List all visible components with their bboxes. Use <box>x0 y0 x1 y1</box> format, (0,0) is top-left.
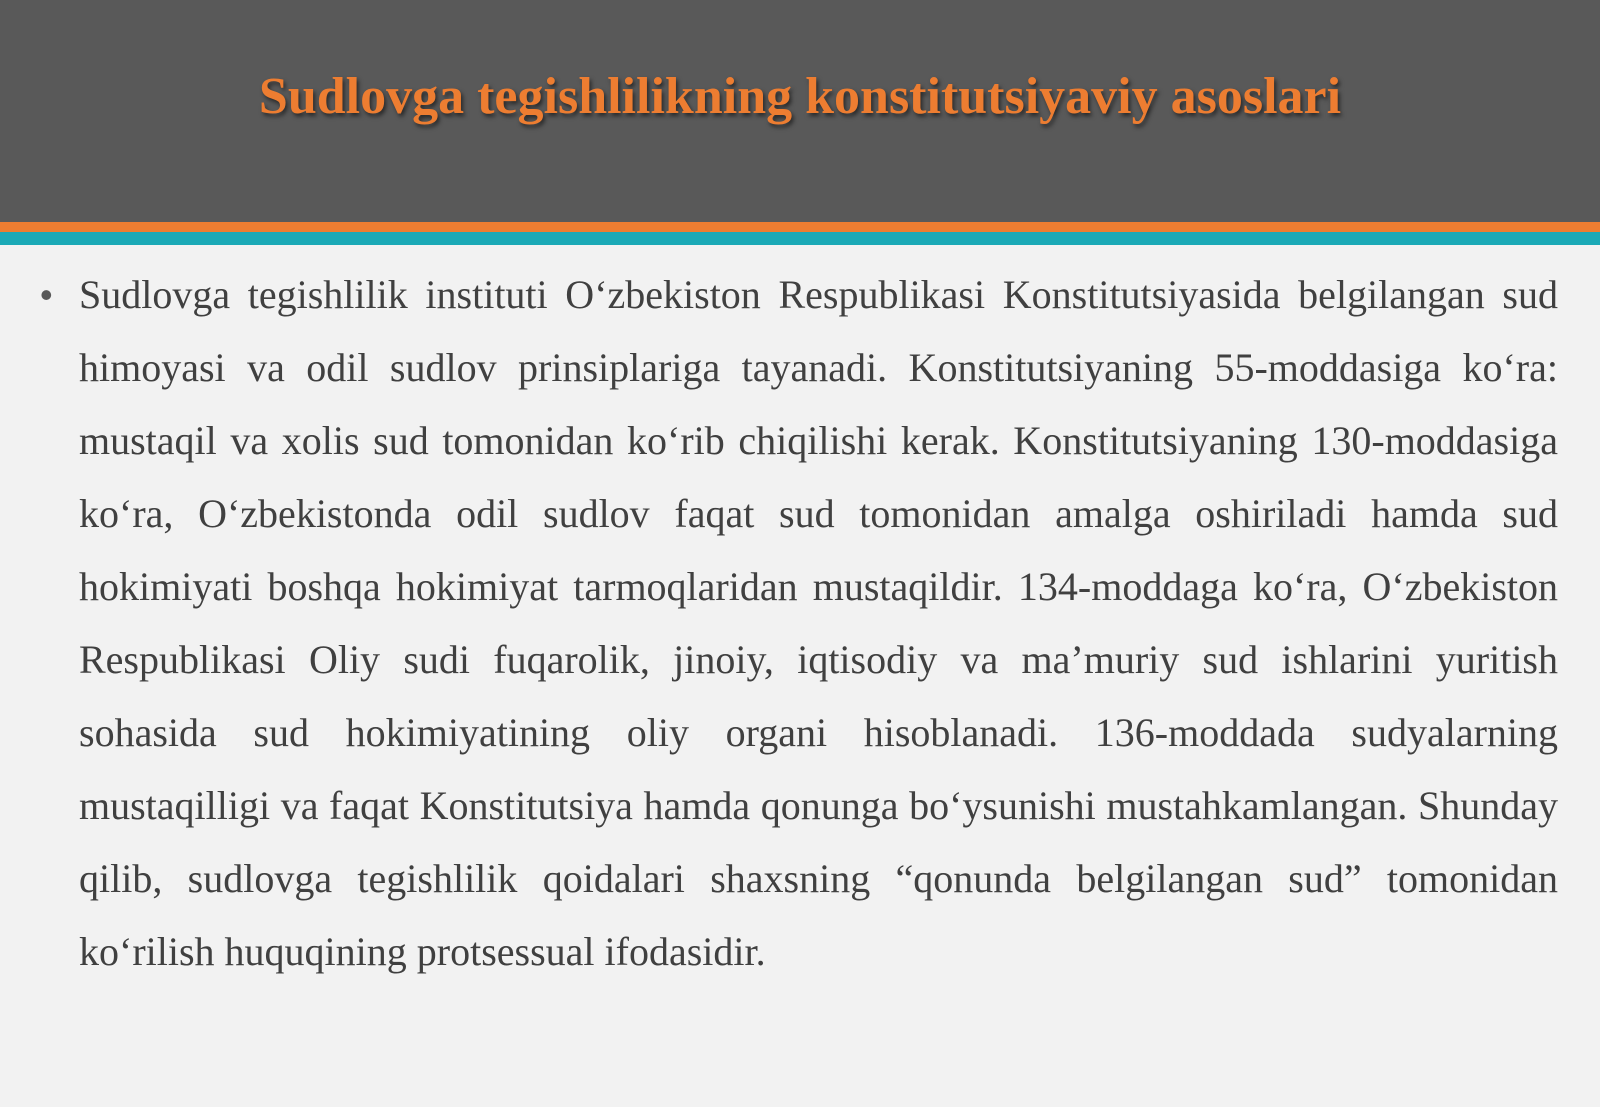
slide-title: Sudlovga tegishlilikning konstitutsiyaviy asoslari <box>258 68 1342 125</box>
bullet-text: Sudlovga tegishlilik instituti O‘zbekiston Respublikasi Konstitutsiyasida belgilangan sud himoyasi va odil sudlov prinsiplariga tayanadi. Konstitutsiyaning 55-moddasiga ko‘ra: mustaqil va xolis sud tomonidan ko‘rib chiqilishi kerak. Konstitutsiyaning 130-moddasiga ko‘ra, O‘zbekistonda odil sudlov faqat sud tomonidan amalga oshiriladi hamda sud hokimiyati boshqa hokimiyat tarmoqlaridan mustaqildir. 134-moddaga ko‘ra, O‘zbekiston Respublikasi Oliy sudi fuqarolik, jinoiy, iqtisodiy va ma’muriy sud ishlarini yuritish sohasida sud hokimiyatining oliy organi hisoblanadi. 136-moddada sudyalarning mustaqilligi va faqat Konstitutsiya hamda qonunga bo‘ysunishi mustahkamlangan. Shunday qilib, sudlovga tegishlilik qoidalari shaxsning “qonunda belgilangan sud” tomonidan ko‘rilish huquqining protsessual ifodasidir. <box>79 272 1558 974</box>
bullet-icon: • <box>40 274 53 315</box>
orange-accent-stripe <box>0 222 1600 232</box>
teal-accent-stripe <box>0 232 1600 245</box>
bullet-item <box>40 258 1558 988</box>
slide-header <box>0 0 1600 222</box>
slide-body <box>40 258 1558 988</box>
